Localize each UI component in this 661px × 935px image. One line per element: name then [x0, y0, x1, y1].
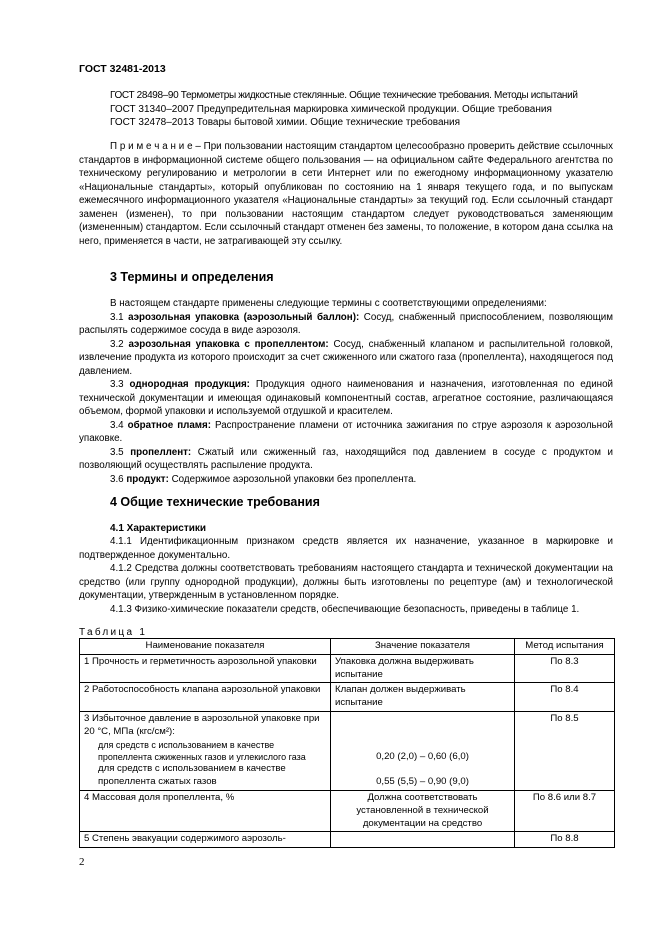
test-method: По 8.4: [515, 683, 615, 712]
test-method: По 8.6 или 8.7: [515, 790, 615, 831]
test-method: По 8.3: [515, 654, 615, 683]
table-row: [80, 683, 615, 712]
indicator-value: Упаковка должна выдерживать испытание: [331, 654, 515, 683]
indicator-value: Клапан должен выдерживать испытание: [331, 683, 515, 712]
term-3-6: 3.6 продукт: Содержимое аэрозольной упаковки без пропеллента.: [110, 473, 417, 485]
term-3-1: 3.1 аэрозольная упаковка (аэрозольный баллон): Сосуд, снабженный приспособлением, позволяющим распылять содержимое сосуда в виде аэрозоля.: [79, 311, 613, 336]
note-text: При пользовании настоящим стандартом целесообразно проверить действие ссылочных стандартов в информационной системе общего пользования — на официальном сайте Федерального агентства по техническому регулированию и метрологии в сети Интернет или по ежегодному информационному указателю «Национальные стандарты», который опубликован по состоянию на 1 января текущего года, и по выпускам ежемесячного информационного указателя «Национальные стандарты» за текущий год. Если ссылочный стандарт заменен (изменен), то при пользовании настоящим стандартом следует руководствоваться заменяющим (измененным) стандартом. Если ссылочный стандарт отменен без замены, то положение, в котором дана ссылка на него, применяется в части, не затрагивающей эту ссылку.: [79, 141, 613, 247]
normative-references-list: [110, 89, 578, 130]
paragraph-4-1-3: 4.1.3 Физико-химические показатели средств, обеспечивающие безопасность, приведены в таблице 1.: [110, 603, 580, 615]
column-header: Наименование показателя: [80, 639, 331, 655]
table-row: [80, 790, 615, 831]
table-1: [79, 638, 615, 848]
indicator-value: Должна соответствовать установленной в технической документации на средство: [331, 790, 515, 831]
indicator-value: 0,20 (2,0) – 0,60 (6,0) 0,55 (5,5) – 0,90 (9,0): [331, 711, 515, 790]
test-method: По 8.8: [515, 832, 615, 848]
term-3-4: 3.4 обратное пламя: Распространение пламени от источника зажигания по струе аэрозоля к аэрозольной упаковке.: [79, 419, 613, 444]
indicator-name: 5 Степень эвакуации содержимого аэрозоль-: [80, 832, 331, 848]
section-3-intro: В настоящем стандарте применены следующие термины с соответствующими определениями:: [110, 298, 547, 309]
term-name: обратное пламя:: [127, 419, 212, 431]
table-header-row: [80, 639, 615, 655]
term-3-2: 3.2 аэрозольная упаковка с пропеллентом: Сосуд, снабженный клапаном и распылительной головкой, извлечение продукта из которого происходит за счет сжиженного или сжатого газа (пропеллента), находящегося под давлением.: [79, 338, 613, 377]
note-paragraph: [79, 140, 613, 248]
reference-item: ГОСТ 32478–2013 Товары бытовой химии. Общие технические требования: [110, 117, 461, 129]
paragraph-4-1-1: 4.1.1 Идентификационным признаком средств является их назначение, указанное в маркировке и подтвержденное документально.: [79, 536, 613, 561]
column-header: Значение показателя: [331, 639, 515, 655]
term-3-5: 3.5 пропеллент: Сжатый или сжиженный газ, находящийся под давлением в сосуде с продуктом и позволяющий осуществлять распыление продукта.: [79, 446, 613, 471]
indicator-name: 2 Работоспособность клапана аэрозольной упаковки: [80, 683, 331, 712]
table-row: [80, 711, 615, 790]
term-name: пропеллент:: [130, 446, 192, 458]
column-header: Метод испытания: [515, 639, 615, 655]
subsection-4-1-heading: 4.1 Характеристики: [110, 523, 207, 534]
indicator-name: 1 Прочность и герметичность аэрозольной упаковки: [80, 654, 331, 683]
term-3-3: 3.3 однородная продукция: Продукция одного наименования и назначения, изготовленная по единой технической документации и имеющая одинаковый компонентный состав, агрегатное состояние, различающаяся объемом, формой упаковки и используемой отдушкой и красителем.: [79, 379, 614, 417]
indicator-value: [331, 832, 515, 848]
table-caption: Таблица 1: [79, 627, 148, 638]
reference-item: ГОСТ 28498–90 Термометры жидкостные стеклянные. Общие технические требования. Методы испытаний: [110, 90, 578, 101]
term-name: продукт:: [126, 473, 169, 485]
section-3-heading: 3 Термины и определения: [110, 270, 274, 284]
page-number: 2: [79, 856, 85, 868]
indicator-name: 3 Избыточное давление в аэрозольной упаковке при 20 °С, МПа (кгс/см²): для средств с использованием в качестве пропеллента сжиженных газов и углекислого газа для средств с использованием в качестве пропеллента сжатых газов: [80, 711, 331, 790]
test-method: По 8.5: [515, 711, 615, 790]
document-code-header: ГОСТ 32481-2013: [79, 63, 166, 75]
term-name: аэрозольная упаковка с пропеллентом:: [128, 338, 329, 350]
note-label: П р и м е ч а н и е –: [110, 141, 201, 152]
reference-item: ГОСТ 31340–2007 Предупредительная маркировка химической продукции. Общие требования: [110, 103, 552, 115]
table-row: [80, 654, 615, 683]
indicator-name: 4 Массовая доля пропеллента, %: [80, 790, 331, 831]
paragraph-4-1-2: 4.1.2 Средства должны соответствовать требованиям настоящего стандарта и технической документации на средство (или группу однородной продукции), должны быть изготовлены по рецептуре (ам) и технологической документации, утвержденным в установленном порядке.: [79, 563, 613, 601]
term-name: однородная продукция:: [129, 379, 250, 390]
term-name: аэрозольная упаковка (аэрозольный баллон):: [128, 311, 360, 323]
table-row: [80, 832, 615, 848]
section-4-paragraphs: [79, 535, 613, 616]
section-4-heading: 4 Общие технические требования: [110, 495, 320, 509]
definitions-block: [79, 297, 613, 486]
